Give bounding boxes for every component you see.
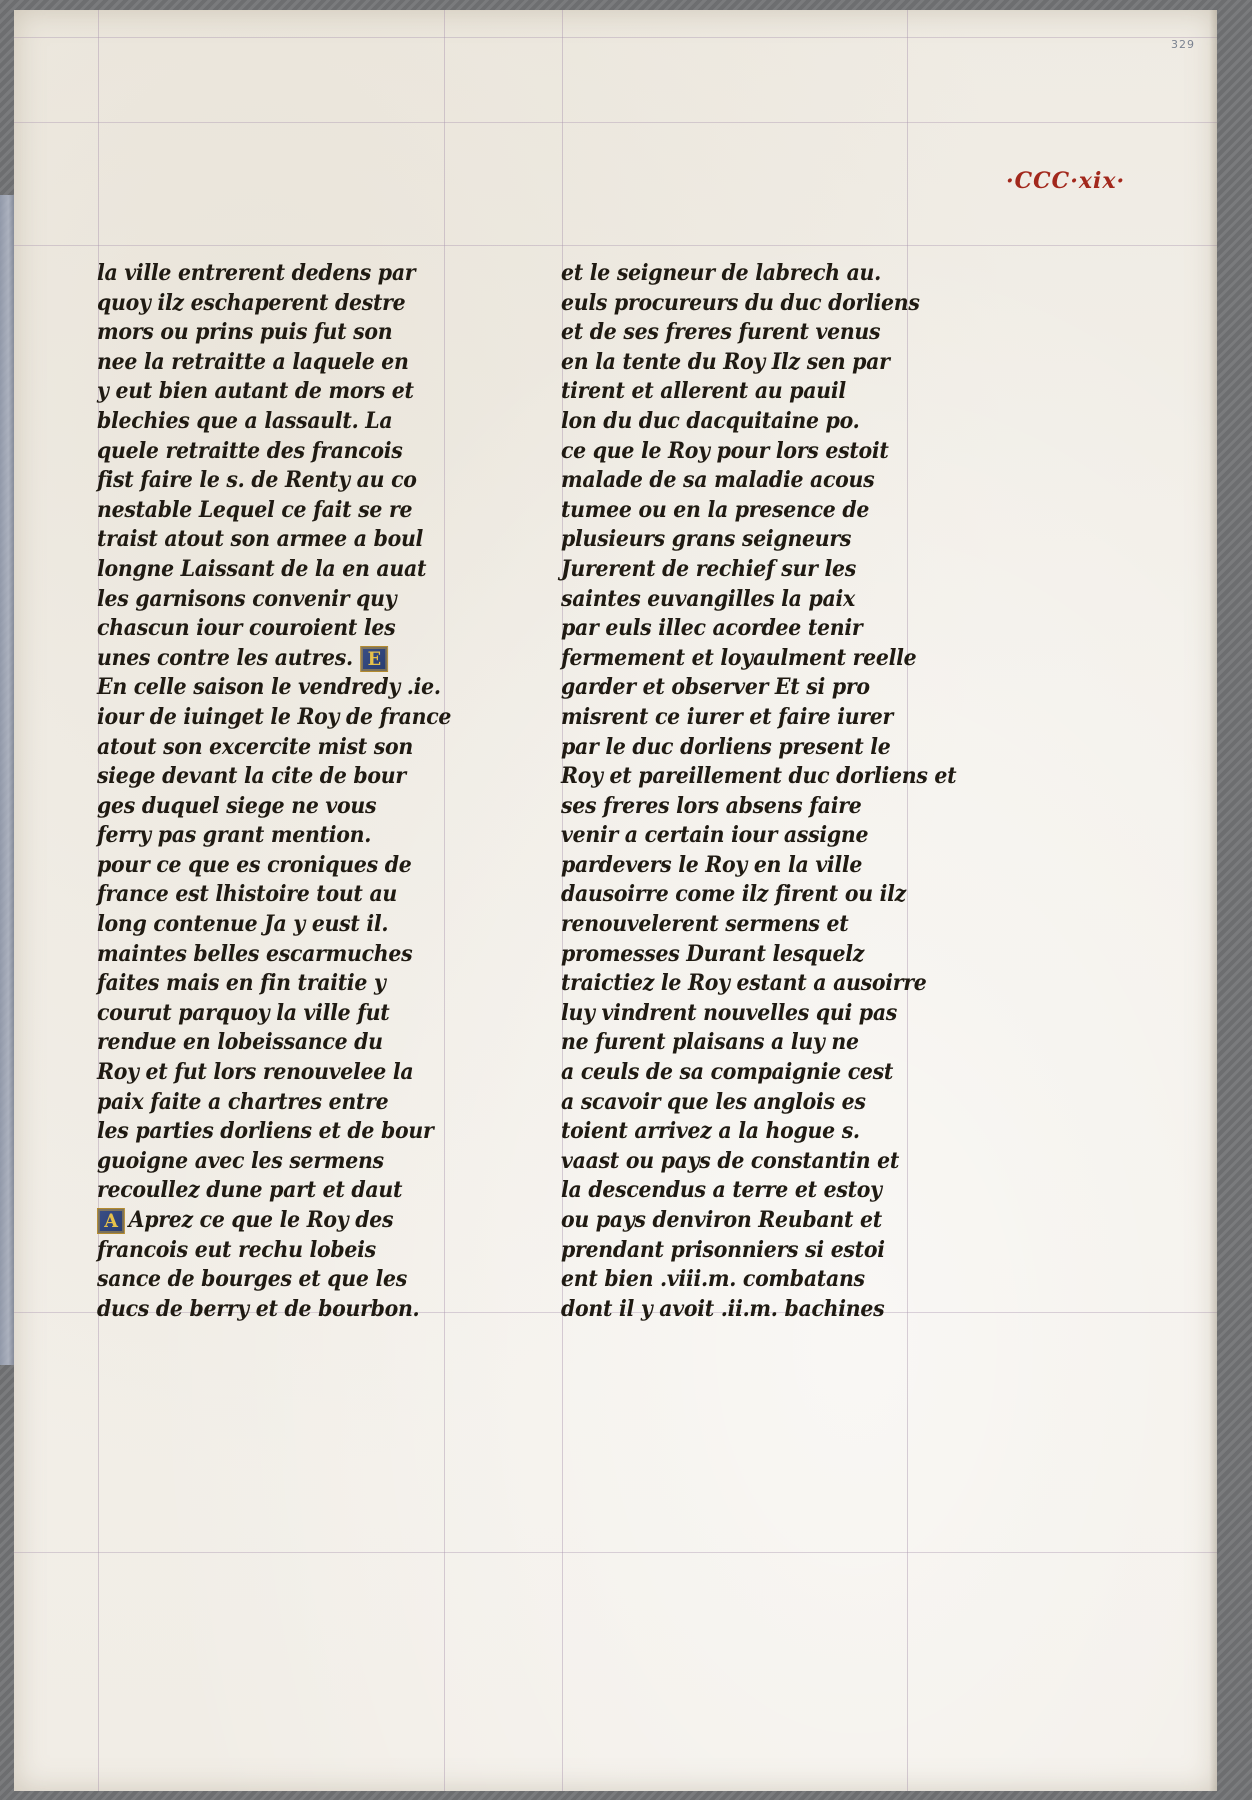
left-text-column	[97, 259, 477, 1324]
line-text: en la tente du Roy Ilz sen par	[561, 348, 890, 375]
line-text: recoullez dune part et daut	[97, 1177, 403, 1204]
text-line	[97, 377, 450, 407]
text-line	[561, 851, 914, 881]
text-line	[561, 407, 914, 437]
chapter-heading: ·CCC·xix·	[1006, 168, 1126, 194]
line-text: pour ce que es croniques de	[97, 851, 412, 878]
text-line	[97, 555, 450, 585]
line-text: promesses Durant lesquelz	[561, 940, 865, 967]
line-text: et le seigneur de labrech au.	[561, 260, 881, 286]
page-edge-shade	[1209, 10, 1217, 1791]
line-text: faites mais en fin traitie y	[97, 970, 386, 997]
line-text: nee la retraitte a laquele en	[97, 348, 409, 375]
line-text: par le duc dorliens present le	[561, 733, 891, 760]
text-line	[561, 318, 914, 348]
text-line	[97, 1088, 450, 1118]
text-line	[561, 673, 914, 703]
text-line	[97, 289, 450, 319]
line-text: toient arrivez a la hogue s.	[561, 1118, 860, 1145]
text-line	[561, 614, 914, 644]
text-line	[561, 466, 914, 496]
ruling-line	[14, 122, 1217, 123]
line-text: la descendus a terre et estoy	[561, 1177, 882, 1204]
line-text: saintes euvangilles la paix	[561, 585, 855, 612]
text-line	[97, 1236, 450, 1266]
line-text: Jurerent de rechief sur les	[561, 555, 856, 582]
text-line	[561, 585, 914, 615]
right-text-column	[561, 259, 957, 1324]
illuminated-initial: E	[360, 646, 388, 672]
text-line	[97, 703, 450, 733]
line-text: tumee ou en la presence de	[561, 496, 870, 523]
line-text: les garnisons convenir quy	[97, 585, 397, 612]
text-line	[561, 644, 917, 674]
line-text: la ville entrerent dedens par	[97, 260, 416, 286]
line-text: dont il y avoit .ii.m. bachines	[561, 1295, 885, 1322]
line-text: lon du duc dacquitaine po.	[561, 407, 860, 434]
text-line	[561, 1295, 914, 1325]
line-text: pardevers le Roy en la ville	[561, 851, 863, 878]
text-line	[97, 259, 450, 289]
line-text: venir a certain iour assigne	[561, 822, 869, 849]
text-line	[97, 466, 450, 496]
line-text: mors ou prins puis fut son	[97, 319, 393, 346]
line-text: a scavoir que les anglois es	[561, 1088, 866, 1115]
text-line	[97, 496, 450, 526]
line-text: guoigne avec les sermens	[97, 1147, 384, 1174]
text-line	[561, 1265, 914, 1295]
line-text: ges duquel siege ne vous	[97, 792, 377, 819]
ruling-line	[14, 1552, 1217, 1553]
text-line	[561, 999, 914, 1029]
text-line	[97, 1176, 450, 1206]
text-line	[97, 1265, 450, 1295]
text-line	[561, 969, 927, 999]
text-line	[561, 437, 914, 467]
text-line	[97, 999, 450, 1029]
line-text: traictiez le Roy estant a ausoirre	[561, 970, 927, 997]
text-line	[97, 969, 450, 999]
line-text: paix faite a chartres entre	[97, 1088, 389, 1115]
line-text: et de ses freres furent venus	[561, 319, 881, 346]
line-text: vaast ou pays de constantin et	[561, 1147, 900, 1174]
text-line	[97, 348, 450, 378]
text-line	[561, 910, 914, 940]
text-line	[97, 1147, 450, 1177]
text-line	[561, 940, 914, 970]
line-text: francois eut rechu lobeis	[97, 1236, 376, 1263]
line-text: fist faire le s. de Renty au co	[97, 467, 417, 494]
line-text: ou pays denviron Reubant et	[561, 1207, 882, 1233]
line-text: ent bien .viii.m. combatans	[561, 1266, 865, 1293]
line-text: unes contre les autres.	[97, 644, 353, 671]
text-line	[97, 1028, 450, 1058]
text-line	[561, 1117, 914, 1147]
folio-number: 329	[1171, 38, 1195, 51]
previous-leaf-edge	[0, 195, 14, 1365]
text-line	[97, 940, 450, 970]
line-text: Aprez ce que le Roy des	[128, 1207, 394, 1233]
line-text: france est lhistoire tout au	[97, 881, 398, 908]
text-line	[561, 289, 920, 319]
text-line	[561, 259, 914, 289]
line-text: renouvelerent sermens et	[561, 911, 849, 938]
text-line	[561, 880, 914, 910]
line-text: long contenue Ja y eust il.	[97, 911, 389, 938]
text-line	[97, 792, 450, 822]
text-line	[561, 525, 914, 555]
line-text: rendue en lobeissance du	[97, 1029, 383, 1056]
line-text: nestable Lequel ce fait se re	[97, 496, 413, 523]
text-line	[97, 437, 450, 467]
line-text: courut parquoy la ville fut	[97, 999, 390, 1026]
line-text: En celle saison le vendredy .ie.	[97, 674, 441, 701]
line-text: euls procureurs du duc dorliens	[561, 289, 920, 316]
text-line	[97, 880, 450, 910]
line-text: traist atout son armee a boul	[97, 526, 424, 553]
text-line	[97, 1117, 450, 1147]
text-line	[561, 1176, 914, 1206]
line-text: Roy et pareillement duc dorliens et	[561, 763, 957, 790]
line-text: siege devant la cite de bour	[97, 763, 406, 790]
line-text: ferry pas grant mention.	[97, 822, 372, 849]
line-text: misrent ce iurer et faire iurer	[561, 703, 894, 730]
text-line	[561, 1236, 914, 1266]
line-text: sance de bourges et que les	[97, 1266, 407, 1293]
text-line	[97, 910, 450, 940]
line-text: y eut bien autant de mors et	[97, 378, 414, 405]
line-text: malade de sa maladie acous	[561, 467, 875, 494]
text-line	[561, 496, 914, 526]
line-text: Roy et fut lors renouvelee la	[97, 1059, 414, 1086]
text-line	[561, 1206, 914, 1236]
text-line	[561, 821, 914, 851]
line-text: ne furent plaisans a luy ne	[561, 1029, 859, 1056]
text-line	[97, 614, 450, 644]
text-line	[561, 555, 914, 585]
text-line	[561, 348, 914, 378]
illuminated-initial: A	[97, 1208, 125, 1234]
line-text: atout son excercite mist son	[97, 733, 414, 760]
line-text: a ceuls de sa compaignie cest	[561, 1059, 894, 1086]
line-text: maintes belles escarmuches	[97, 940, 413, 967]
line-text: ducs de berry et de bourbon.	[97, 1295, 420, 1322]
line-text: dausoirre come ilz firent ou ilz	[561, 881, 906, 908]
line-text: plusieurs grans seigneurs	[561, 526, 852, 553]
line-text: prendant prisonniers si estoi	[561, 1236, 885, 1263]
text-line	[97, 821, 450, 851]
text-line	[561, 1058, 914, 1088]
text-line	[97, 1295, 450, 1325]
line-text: les parties dorliens et de bour	[97, 1118, 434, 1145]
line-text: tirent et allerent au pauil	[561, 378, 846, 405]
text-line	[561, 1088, 914, 1118]
line-text: quoy ilz eschaperent destre	[97, 289, 406, 316]
line-text: quele retraitte des francois	[97, 437, 403, 464]
line-text: par euls illec acordee tenir	[561, 615, 863, 642]
text-line	[561, 762, 957, 792]
line-text: ce que le Roy pour lors estoit	[561, 437, 889, 464]
text-line	[97, 318, 450, 348]
line-text: ses freres lors absens faire	[561, 792, 862, 819]
line-text: chascun iour couroient les	[97, 615, 396, 642]
text-line	[561, 1147, 914, 1177]
text-line	[97, 644, 450, 674]
text-line	[561, 733, 914, 763]
text-line	[561, 792, 914, 822]
text-line	[561, 377, 914, 407]
text-line	[97, 525, 450, 555]
text-line	[97, 585, 450, 615]
text-line	[97, 762, 450, 792]
text-line	[97, 673, 450, 703]
line-text: garder et observer Et si pro	[561, 674, 870, 701]
ruling-line	[14, 245, 1217, 246]
text-line	[97, 1206, 450, 1236]
text-line	[97, 733, 450, 763]
line-text: longne Laissant de la en auat	[97, 555, 427, 582]
manuscript-page	[14, 10, 1217, 1791]
text-line	[561, 1028, 914, 1058]
text-line	[97, 1058, 450, 1088]
text-line	[97, 407, 450, 437]
ruling-line	[14, 37, 1217, 38]
line-text: iour de iuinget le Roy de france	[97, 703, 452, 730]
text-line	[561, 703, 914, 733]
line-text: blechies que a lassault. La	[97, 407, 393, 434]
text-line	[97, 851, 450, 881]
line-text: luy vindrent nouvelles qui pas	[561, 999, 898, 1026]
line-text: fermement et loyaulment reelle	[561, 644, 917, 671]
